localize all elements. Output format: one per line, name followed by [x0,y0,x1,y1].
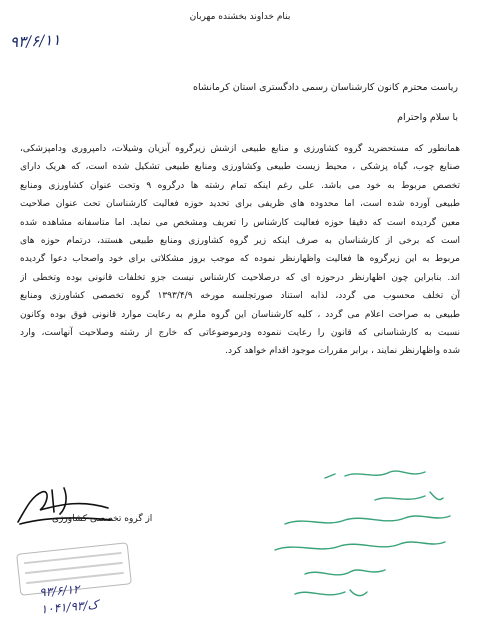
recipient-line: ریاست محترم کانون کارشناسان رسمی دادگستری استان کرمانشاه [193,82,458,93]
body-line: شده واظهارنظر نمایند ، برابر مقررات موجود اقدام خواهد کرد. [225,346,460,357]
body-line: همانطور که مستحضرید گروه کشاورزی و منابع طبیعی ازشش زیرگروه آبزیان وشیلات، دامپروری ودامپزشکی، [20,144,460,154]
invocation-heading: بنام خداوند بخشنده مهربان [189,12,291,22]
body-line: است که برخی از کارشناسان به صرف اینکه زیر گروه کشاورزی ومنابع طبیعی هستند، درتمام حوزه های [20,236,460,247]
body-line: معین گردیده است که دقیقا حوزه فعالیت کارشناس را تعریف ومشخص می نماید. اما متاسفانه مشاهده شده [20,217,460,228]
handwritten-date-top: ۹۳/۶/۱۱ [9,30,61,52]
body-line: آن تخلف محسوب می گردد، لذابه استناد صورتجلسه مورخه ۱۳۹۳/۴/۹ گروه تخصصی کشاورزی ومنابع [20,291,460,302]
body-line: طبیعی به صراحت اعلام می گردد ، کلیه کارشناسان این گروه ملزم به رعایت موارد قانونی فوق بوده وکانون [20,309,460,320]
signature-label: از گروه تخصصی کشاورزی [52,514,153,524]
handwritten-green-annotation [225,462,465,612]
greeting-line: با سلام واحترام [397,112,458,123]
letter-body [20,140,460,361]
receipt-number: ۱۰۴۱/۹۳/ک [40,597,99,617]
body-line: مربوط به این زیرگروه ها فعالیت واظهارنظر نموده که موجب بروز مشکلاتی برای خود واصحاب دعوا گردیده [20,254,460,265]
body-line: نسبت به کارشناسانی که قانون را رعایت ننموده ودرموضوعاتی که خارج از رشته وصلاحیت آنهاست، وارد [20,328,460,339]
handwritten-receipt-note [39,580,99,619]
body-line: طبیعی آورده شده است، اما محدوده های ظریفی برای تحدید حوزه فعالیت کارشناسان تحت عنوان صلاحیت [20,199,460,210]
body-line: اند. بنابراین چون اظهارنظر درحوزه ای که درصلاحیت کارشناس نیست جزو تخلفات قانونی بوده وتخطی از [20,272,460,283]
receipt-date: ۹۳/۶/۱۲ [38,582,81,600]
signature-scribble [12,478,172,538]
body-line: تخصص مربوط به خود می باشد. علی رغم اینکه تمام رشته ها درگروه ۹ وتحت عنوان کشاورزی ومنابع [20,180,460,191]
body-line: صنایع چوب، گیاه پزشکی ، محیط زیست طبیعی وکشاورزی ومنابع طبیعی تشکیل شده است، که هریک دارای [20,162,460,173]
signature-block [12,478,172,548]
